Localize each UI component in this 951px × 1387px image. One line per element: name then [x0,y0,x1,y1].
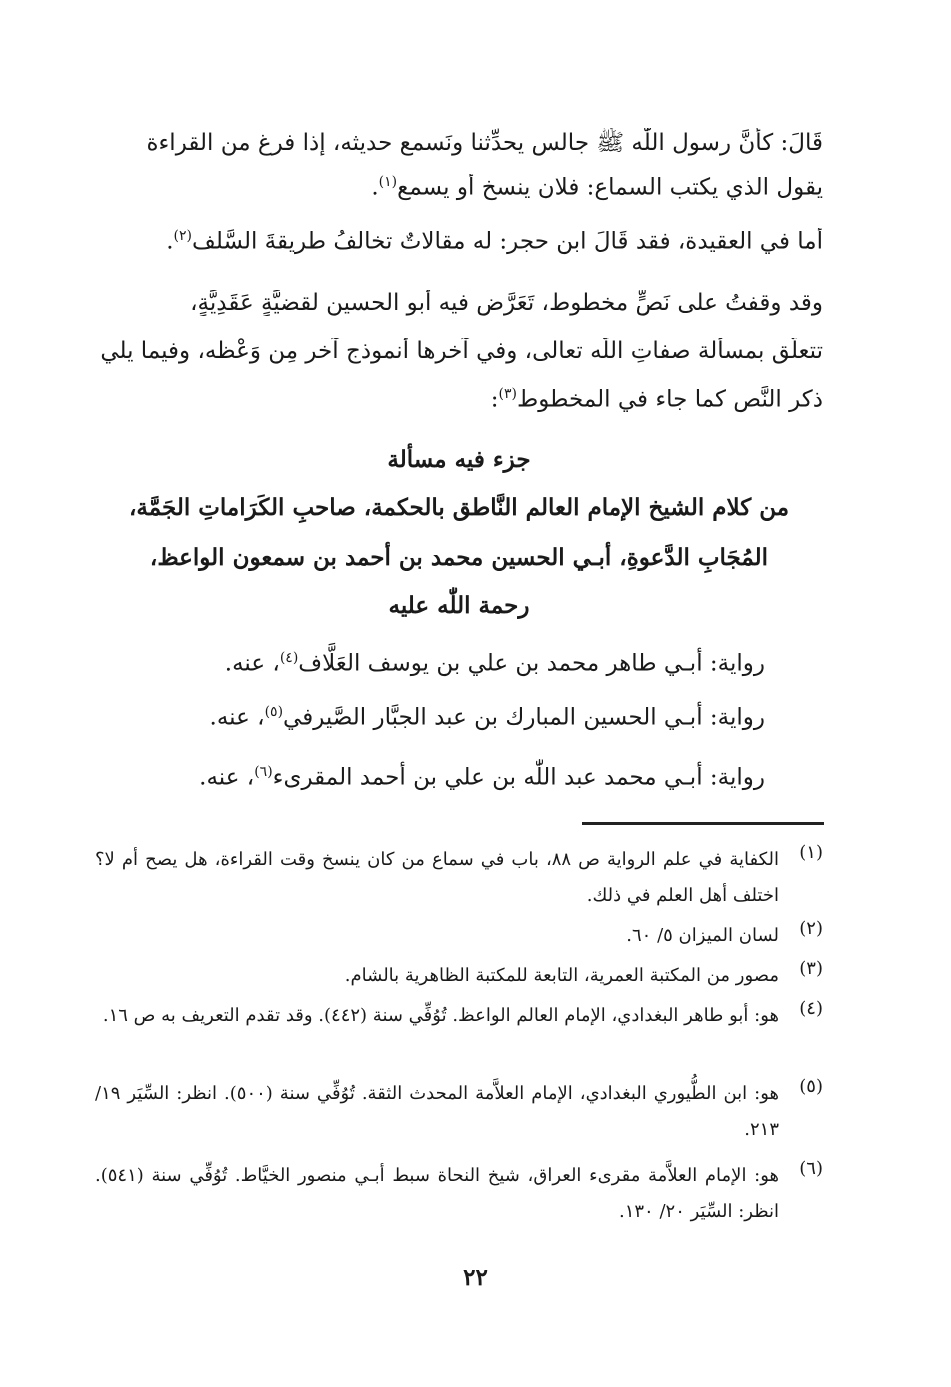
footnote-number: (٢) [799,918,823,939]
footnote-ref-2[interactable]: (٢) [173,228,193,244]
riwaya-line [150,704,765,731]
footnote-text: الكفاية في علم الرواية ص ٨٨، باب في سماع من كان ينسخ وقت القراءة، هل يصح أم لا؟ اختلف أهل العلم في ذلك. [95,849,779,906]
footnote-ref-6[interactable]: (٦) [254,764,273,780]
riwaya-line [150,650,765,677]
footnote-text: هو: ابن الطُّيوري البغدادي، الإمام العلاَّمة المحدث الثقة. تُوُفِّي سنة (٥٠٠). انظر: السِّيَر ١٩/ ٢١٣. [95,1083,779,1140]
footnote-number: (٤) [799,998,823,1019]
footnote-ref-3[interactable]: (٣) [498,386,518,402]
footnote-text: مصور من المكتبة العمرية، التابعة للمكتبة الظاهرية بالشام. [344,965,779,986]
footnote-ref-1[interactable]: (١) [378,174,398,190]
footnote-4 [95,998,823,1034]
paragraph-2-end: . [166,228,174,255]
footnote-text: لسان الميزان ٥/ ٦٠. [626,925,779,946]
paragraph-3-line-2: تتعلَّق بمسألة صفاتِ اللّٰه تعالى، وفي آخرها أنموذج آخر مِن وَعْظه، وفيما يلي [100,338,823,364]
riwaya-text: رواية: أبـي طاهر محمد بن علي بن يوسف العَلَّاف [298,650,765,677]
footnote-1 [95,842,823,914]
section-heading-line-3: المُجَابِ الدَّعوةِ، أبـي الحسين محمد بن أحمد بن سمعون الواعظ، [149,544,769,571]
section-heading-line-1: جزء فيه مسألة [387,446,531,473]
riwaya-end: ، عنه. [224,650,280,677]
footnote-number: (٣) [799,958,823,979]
footnote-text: هو: أبو طاهر البغدادي، الإمام العالم الواعظ. تُوُفِّي سنة (٤٤٢). وقد تقدم التعريف به ص ١٦. [102,1005,779,1026]
section-heading-line-4: رحمة اللّٰه عليه [388,592,530,619]
footnote-ref-4[interactable]: (٤) [279,650,299,666]
footnote-text: هو: الإمام العلاَّمة مقرىء العراق، شيخ النحاة سبط أبـي منصور الخيَّاط. تُوُفِّي سنة (٥٤١). انظر: السِّيَر ٢٠/ ١٣٠. [95,1165,779,1222]
paragraph-1-text: يقول الذي يكتب السماع: فلان ينسخ أو يسمع [397,174,823,201]
footnote-number: (١) [799,842,823,863]
paragraph-3-line-1: وقد وقفتُ على نَصٍّ مخطوط، تَعَرَّض فيه أبو الحسين لقضيَّةٍ عَقَدِيَّةٍ، [190,290,823,316]
footnote-number: (٦) [799,1158,823,1179]
footnote-5 [95,1076,823,1148]
riwaya-end: ، عنه. [199,764,255,791]
paragraph-1-end: . [371,174,379,201]
section-heading-line-2: من كلام الشيخ الإمام العالم النَّاطق بالحكمة، صاحبِ الكَرَاماتِ الجَمَّة، [128,494,790,521]
paragraph-2-text: أما في العقيدة، فقد قَالَ ابن حجر: له مقالاتٌ تخالفُ طريقةَ السَّلف [192,228,823,255]
footnote-6 [95,1158,823,1230]
footnote-number: (٥) [799,1076,823,1097]
footnote-ref-5[interactable]: (٥) [264,704,284,720]
paragraph-3-end: : [490,386,499,413]
footnote-2 [95,918,823,954]
footnote-3 [95,958,823,994]
page-number: ٢٢ [463,1264,488,1291]
riwaya-line [150,764,765,791]
paragraph-1-line-1: قَالَ: كأنَّ رسول اللّٰه ﷺ جالس يحدِّثنا ونَسمع حديثه، إذا فرغ من القراءة [146,130,823,156]
paragraph-2 [95,228,823,255]
paragraph-3-line-3 [95,386,823,413]
paragraph-1-line-2 [95,174,823,201]
riwaya-text: رواية: أبـي الحسين المبارك بن عبد الجبَّار الصَّيرفي [283,704,765,731]
riwaya-text: رواية: أبـي محمد عبد اللّٰه بن علي بن أحمد المقرىء [272,764,765,791]
riwaya-end: ، عنه. [209,704,265,731]
paragraph-3-text: ذكر النَّص كما جاء في المخطوط [517,386,823,413]
footnote-separator [582,822,824,825]
